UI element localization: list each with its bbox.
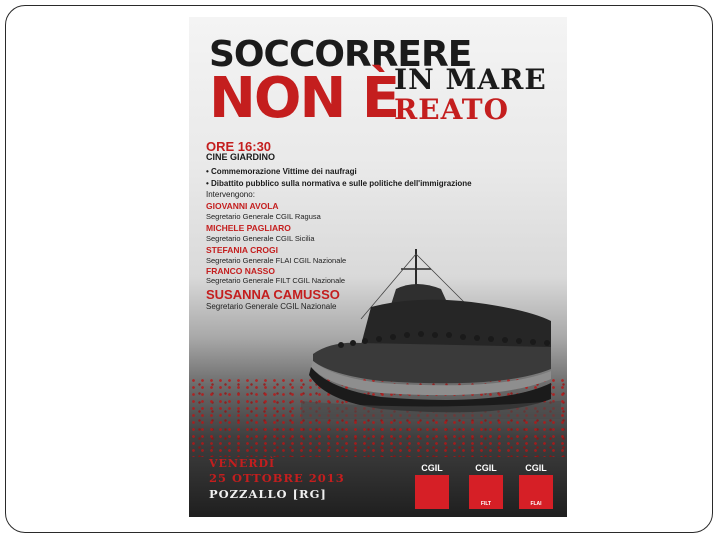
filt-cgil-logo — [469, 463, 503, 509]
event-day: VENERDÌ — [209, 457, 276, 470]
title-soccorrere: SOCCORRERE — [209, 34, 472, 75]
logo-label: CGIL — [525, 463, 547, 473]
cgil-logo — [415, 463, 449, 509]
speaker-name: FRANCO NASSO — [206, 266, 275, 276]
flai-cgil-logo — [519, 463, 553, 509]
keynote-speaker-role: Segretario Generale CGIL Nazionale — [206, 302, 337, 311]
program-item: • Dibattito pubblico sulla normativa e sulle politiche dell'immigrazione — [206, 179, 472, 188]
speaker-role: Segretario Generale FILT CGIL Nazionale — [206, 276, 346, 285]
logo-label: CGIL — [421, 463, 443, 473]
title-in-mare: IN MARE — [394, 63, 547, 96]
speaker-role: Segretario Generale CGIL Ragusa — [206, 212, 321, 221]
speaker-role: Segretario Generale CGIL Sicilia — [206, 234, 315, 243]
title-reato: REATO — [394, 93, 510, 126]
logo-label: CGIL — [475, 463, 497, 473]
speaker-role: Segretario Generale FLAI CGIL Nazionale — [206, 256, 347, 265]
keynote-speaker-name: SUSANNA CAMUSSO — [206, 287, 340, 302]
event-date: 25 OTTOBRE 2013 — [209, 471, 345, 485]
event-poster — [189, 17, 567, 517]
speakers-intro: Intervengono: — [206, 190, 255, 199]
event-time: ORE 16:30 — [206, 139, 272, 154]
logo-mark — [415, 475, 449, 509]
event-venue: CINE GIARDINO — [206, 152, 276, 162]
speaker-name: MICHELE PAGLIARO — [206, 223, 291, 233]
event-place: POZZALLO [RG] — [209, 487, 327, 501]
logo-mark: FILT — [469, 475, 503, 509]
migrant-boat-image — [301, 249, 561, 419]
logo-mark: FLAI — [519, 475, 553, 509]
speaker-name: GIOVANNI AVOLA — [206, 201, 279, 211]
speaker-name: STEFANIA CROGI — [206, 245, 278, 255]
title-non-e: NON È — [209, 66, 399, 131]
program-item: • Commemorazione Vittime dei naufragi — [206, 167, 357, 176]
